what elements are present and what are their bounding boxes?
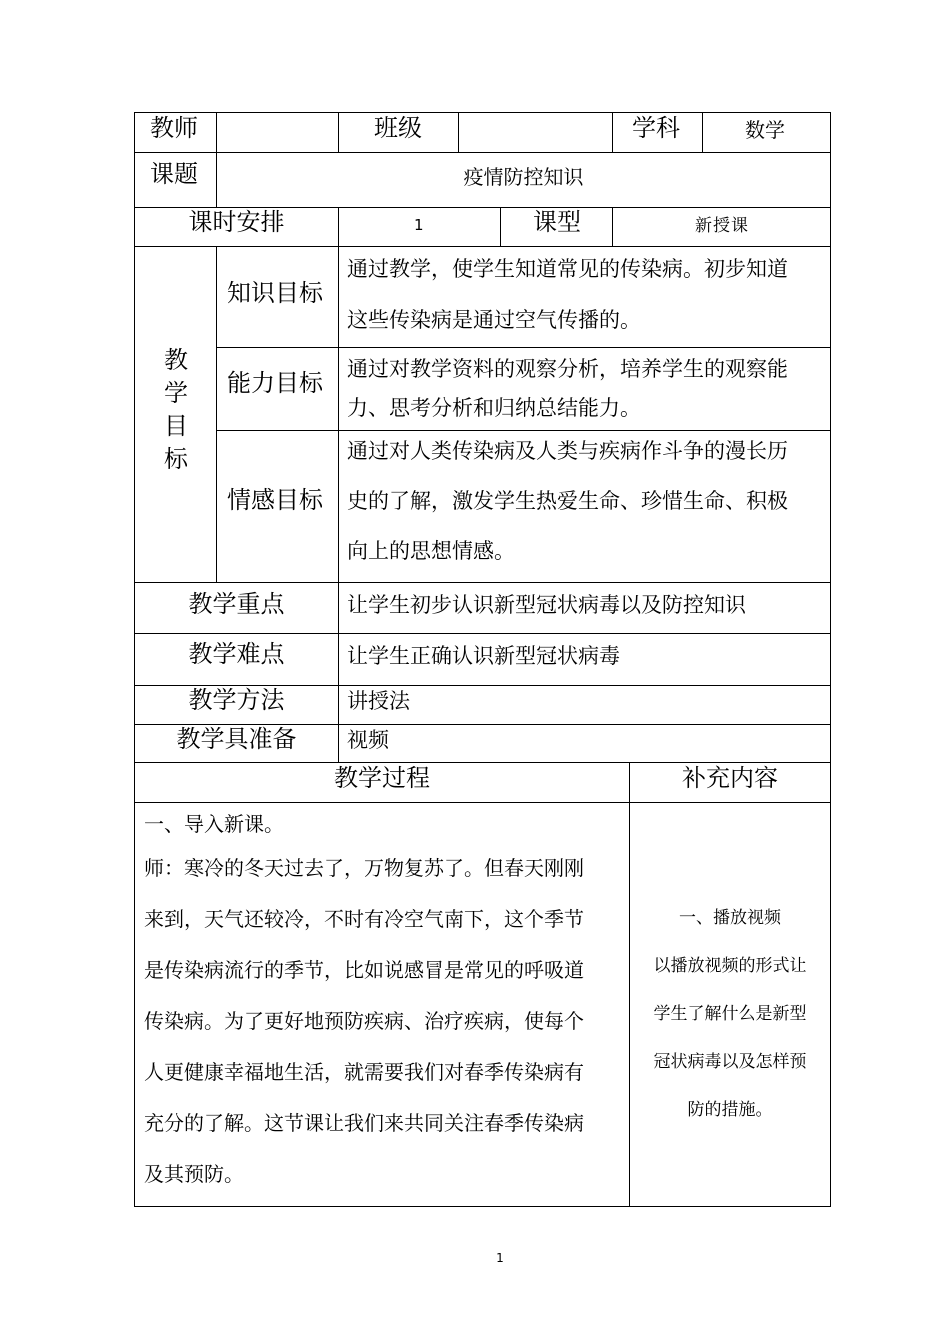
process-header: 教学过程 — [334, 764, 430, 792]
supplement-line: 冠状病毒以及怎样预 — [653, 1052, 807, 1072]
key-point-label: 教学重点 — [188, 590, 285, 618]
supplement-line: 防的措施。 — [687, 1100, 773, 1120]
topic-value: 疫情防控知识 — [463, 165, 584, 189]
type-label: 课型 — [533, 208, 581, 236]
table-rule — [134, 582, 831, 583]
difficulty-value: 让学生正确认识新型冠状病毒 — [347, 644, 620, 668]
table-rule — [338, 112, 339, 152]
process-line: 人更健康幸福地生活，就需要我们对春季传染病有 — [144, 1060, 584, 1084]
table-rule — [629, 762, 630, 1206]
type-value: 新授课 — [695, 216, 749, 236]
supplement-line: 学生了解什么是新型 — [653, 1004, 807, 1024]
table-rule — [216, 246, 217, 582]
method-value: 讲授法 — [347, 689, 410, 713]
table-rule — [134, 152, 831, 153]
process-line: 是传染病流行的季节，比如说感冒是常见的呼吸道 — [144, 958, 584, 982]
knowledge-objective-line: 这些传染病是通过空气传播的。 — [347, 308, 641, 332]
emotion-objective-label: 情感目标 — [227, 486, 323, 514]
table-rule — [134, 246, 831, 247]
ability-objective-line: 力、思考分析和归纳总结能力。 — [347, 396, 641, 420]
objectives-label-char: 学 — [164, 379, 188, 407]
process-line: 一、导入新课。 — [144, 812, 284, 836]
table-rule — [702, 112, 703, 152]
process-line: 来到，天气还较冷，不时有冷空气南下，这个季节 — [144, 907, 584, 931]
topic-label: 课题 — [150, 160, 198, 188]
knowledge-objective-label: 知识目标 — [227, 279, 323, 307]
ability-objective-label: 能力目标 — [227, 369, 323, 397]
tools-label: 教学具准备 — [176, 725, 297, 753]
emotion-objective-line: 史的了解，激发学生热爱生命、珍惜生命、积极 — [347, 489, 788, 513]
table-rule — [216, 347, 831, 348]
hours-value: 1 — [414, 216, 424, 234]
subject-label: 学科 — [632, 114, 680, 142]
table-rule — [500, 207, 501, 246]
table-rule — [830, 112, 831, 1207]
difficulty-label: 教学难点 — [188, 640, 285, 668]
objectives-label-char: 教 — [164, 346, 188, 374]
table-rule — [134, 633, 831, 634]
table-rule — [134, 762, 831, 763]
table-rule — [216, 430, 831, 431]
page-number: 1 — [496, 1251, 504, 1265]
schedule-label: 课时安排 — [188, 208, 285, 236]
table-rule — [216, 112, 217, 207]
key-point-value: 让学生初步认识新型冠状病毒以及防控知识 — [347, 593, 746, 617]
process-line: 传染病。为了更好地预防疾病、治疗疾病，使每个 — [144, 1009, 584, 1033]
supplement-line: 一、播放视频 — [679, 908, 781, 928]
table-rule — [612, 112, 613, 152]
process-line: 充分的了解。这节课让我们来共同关注春季传染病 — [144, 1111, 584, 1135]
ability-objective-line: 通过对教学资料的观察分析，培养学生的观察能 — [347, 357, 788, 381]
emotion-objective-line: 通过对人类传染病及人类与疾病作斗争的漫长历 — [347, 439, 788, 463]
table-rule — [134, 112, 831, 113]
table-rule — [134, 802, 831, 803]
table-rule — [338, 207, 339, 762]
subject-value: 数学 — [745, 118, 785, 142]
table-rule — [612, 207, 613, 246]
method-label: 教学方法 — [188, 686, 285, 714]
supplement-line: 以播放视频的形式让 — [653, 956, 807, 976]
process-line: 及其预防。 — [144, 1162, 244, 1186]
emotion-objective-line: 向上的思想情感。 — [347, 539, 515, 563]
class-label: 班级 — [374, 114, 422, 142]
tools-value: 视频 — [347, 728, 389, 752]
supplement-header: 补充内容 — [682, 764, 778, 792]
table-rule — [458, 112, 459, 152]
teacher-label: 教师 — [150, 114, 198, 142]
knowledge-objective-line: 通过教学，使学生知道常见的传染病。初步知道 — [347, 257, 788, 281]
process-line: 师：寒冷的冬天过去了，万物复苏了。但春天刚刚 — [144, 856, 584, 880]
objectives-label-char: 标 — [164, 445, 188, 473]
objectives-label-char: 目 — [164, 412, 188, 440]
table-rule — [134, 1206, 831, 1207]
